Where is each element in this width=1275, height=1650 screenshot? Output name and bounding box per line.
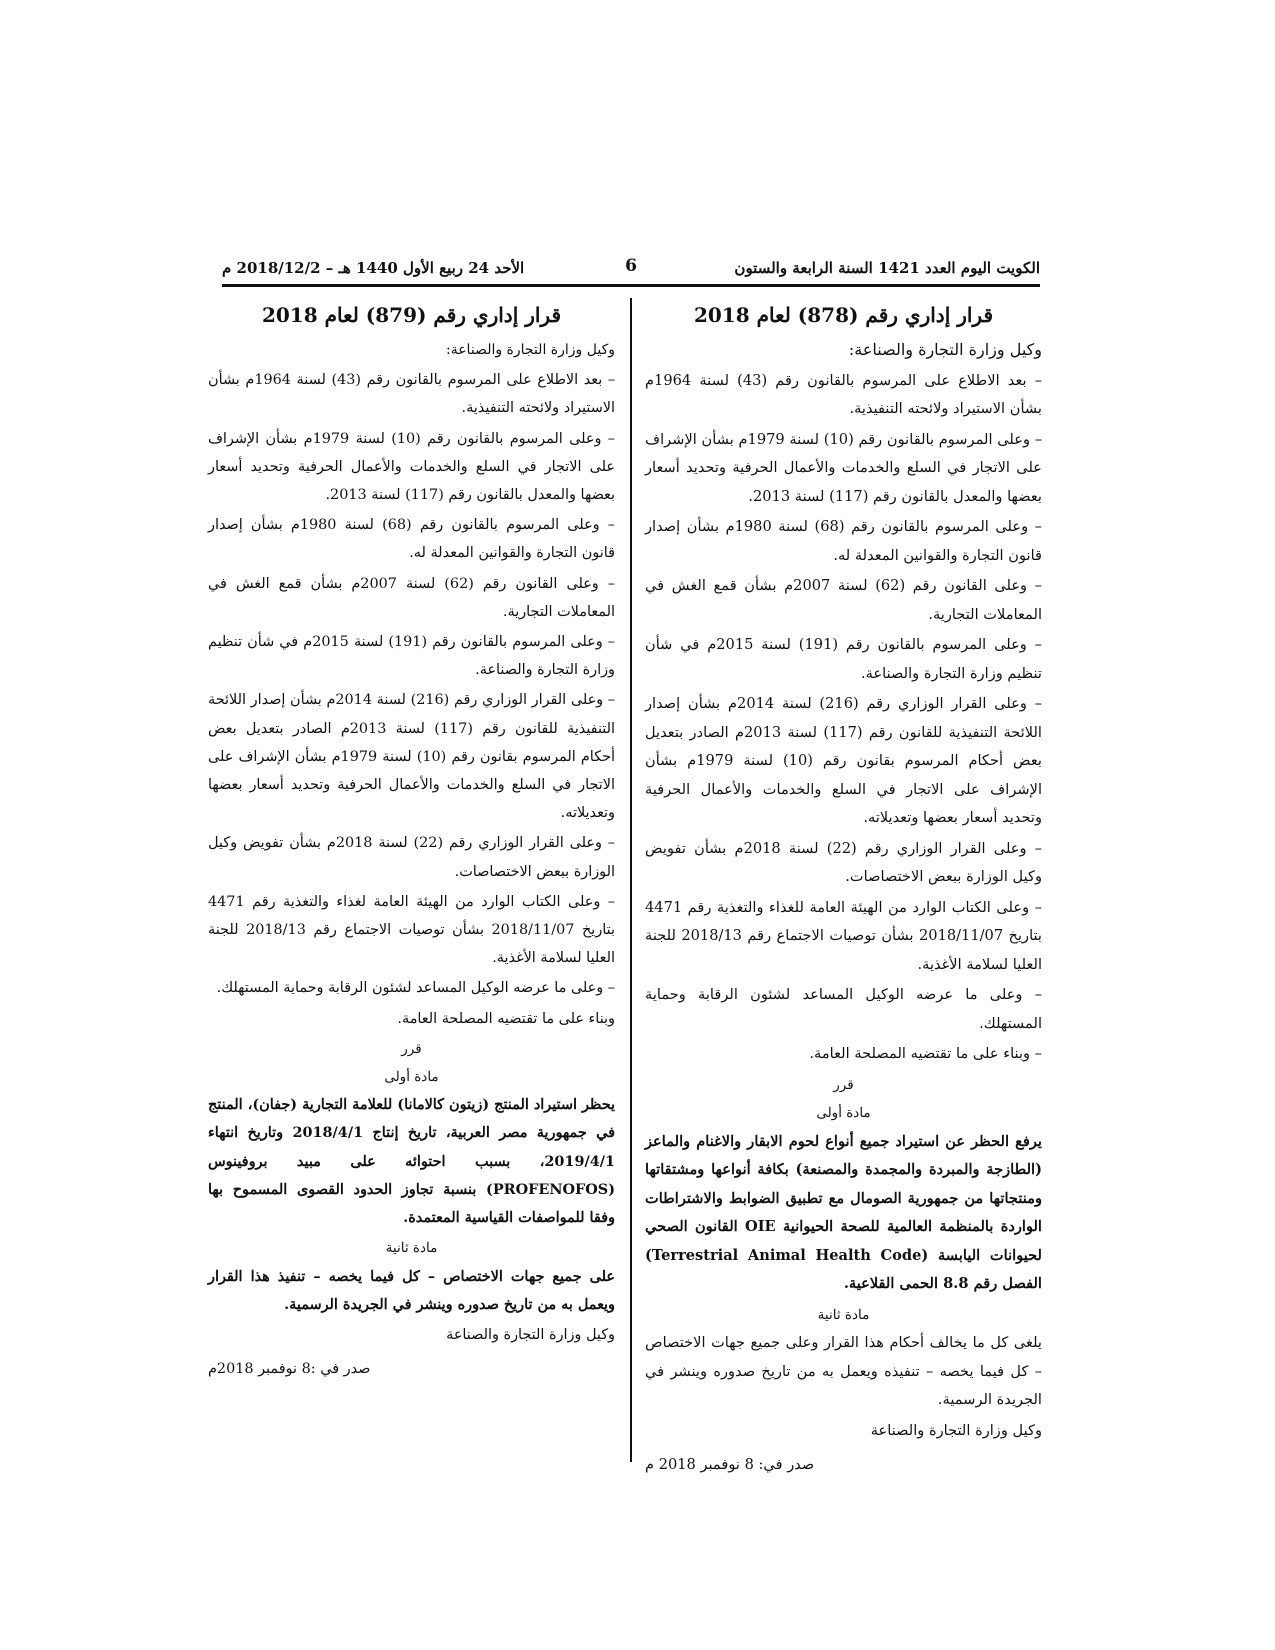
article-heading: مادة أولى: [816, 1105, 871, 1121]
header-date: الأحد 24 ربيع الأول 1440 هـ – 2018/12/2 م: [222, 259, 525, 277]
article-heading: مادة ثانية: [385, 1240, 438, 1257]
preamble-paragraph: – وعلى المرسوم بالقانون رقم (191) لسنة 2015م في شأن تنظيم وزارة التجارة والصناعة.: [208, 634, 616, 679]
article-text: يرفع الحظر عن استيراد جميع أنواع لحوم الابقار والاغنام والماعز (الطازجة والمبردة والمجمدة والمصنعة) بكافة أنواعها ومشتقاتها ومنتجاتها من جمهورية الصومال مع تطبيق الضوابط والاشتراطات الواردة بالمنظمة العالمية للصحة الحيوانية OIE القانون الصحي لحيوانات اليابسة (Terrestrial Animal Health Code) الفصل رقم 8.8 الحمى القلاعية.: [645, 1132, 1043, 1292]
signer: وكيل وزارة التجارة والصناعة: [870, 1421, 1042, 1439]
preamble-paragraph: – بعد الاطلاع على المرسوم بالقانون رقم (43) لسنة 1964م بشأن الاستيراد ولائحته التنفيذية.: [645, 371, 1042, 417]
preamble-paragraph: – وعلى ما عرضه الوكيل المساعد لشئون الرقابة وحماية المستهلك.: [645, 986, 1042, 1032]
decision-879: [208, 298, 615, 1383]
signer: وكيل وزارة التجارة والصناعة: [446, 1326, 615, 1343]
issue-date: صدر في: 8 نوفمبر 2018 م: [645, 1456, 815, 1473]
preamble-paragraph: – وعلى الكتاب الوارد من الهيئة العامة لغذاء والتغذية رقم 4471 بتاريخ 2018/11/07 بشأن توصيات الاجتماع رقم 2018/13 للجنة العليا لسلامة الأغذية.: [208, 893, 615, 967]
article-heading: مادة ثانية: [817, 1306, 870, 1323]
column-divider: [630, 298, 632, 1462]
preamble-paragraph: – وعلى القرار الوزاري رقم (22) لسنة 2018م بشأن تفويض وكيل الوزارة ببعض الاختصاصات.: [645, 839, 1043, 885]
preamble-paragraph: – وعلى ما عرضه الوكيل المساعد لشئون الرقابة وحماية المستهلك.: [216, 980, 615, 997]
header-rule: [222, 284, 1040, 287]
preamble-paragraph: – وعلى المرسوم بالقانون رقم (191) لسنة 2015م في شأن تنظيم وزارة التجارة والصناعة.: [645, 636, 1042, 682]
article-text: على جميع جهات الاختصاص – كل فيما يخصه – تنفيذ هذا القرار ويعمل به من تاريخ صدوره وينشر في الجريدة الرسمية.: [208, 1267, 615, 1313]
preamble-paragraph: – وعلى القانون رقم (62) لسنة 2007م بشأن قمع الغش في المعاملات التجارية.: [208, 575, 615, 620]
decision-878: [645, 298, 1042, 1480]
preamble-paragraph: – وعلى المرسوم بالقانون رقم (10) لسنة 1979م بشأن الإشراف على الاتجار في السلع والخدمات والأعمال الحرفية وتحديد أسعار بعضها والمعدل بالقانون رقم (117) لسنة 2013.: [208, 430, 616, 504]
preamble-paragraph: – وعلى القرار الوزاري رقم (216) لسنة 2014م بشأن إصدار اللائحة التنفيذية للقانون رقم (117) لسنة 2013م الصادر بتعديل بعض أحكام المرسوم بقانون رقم (10) لسنة 1979م بشأن الإشراف على الاتجار في السلع والخدمات والأعمال الحرفية وتحديد أسعار بعضها وتعديلاته.: [645, 695, 1042, 826]
decided-heading: قرر: [833, 1076, 854, 1093]
preamble-paragraph: وبناء على ما تقتضيه المصلحة العامة.: [397, 1010, 615, 1027]
preamble-paragraph: – وعلى القانون رقم (62) لسنة 2007م بشأن قمع الغش في المعاملات التجارية.: [645, 577, 1042, 623]
decision-title: قرار إداري رقم (879) لعام 2018: [261, 303, 562, 327]
decision-issuer: وكيل وزارة التجارة والصناعة:: [848, 340, 1042, 359]
decision-issuer: وكيل وزارة التجارة والصناعة:: [445, 342, 615, 358]
preamble-paragraph: – وعلى الكتاب الوارد من الهيئة العامة للغذاء والتغذية رقم 4471 بتاريخ 2018/11/07 بشأن توصيات الاجتماع رقم 2018/13 للجنة العليا لسلامة الأغذية.: [645, 898, 1042, 973]
article-heading: مادة أولى: [384, 1069, 439, 1086]
preamble-paragraph: – وبناء على ما تقتضيه المصلحة العامة.: [809, 1045, 1042, 1062]
article-text: يلغى كل ما يخالف أحكام هذا القرار وعلى جميع جهات الاختصاص – كل فيما يخصه – تنفيذه ويعمل به من تاريخ صدوره وينشر في الجريدة الرسمية.: [645, 1334, 1042, 1408]
preamble-paragraph: – وعلى المرسوم بالقانون رقم (10) لسنة 1979م بشأن الإشراف على الاتجار في السلع والخدمات والأعمال الحرفية وتحديد أسعار بعضها والمعدل بالقانون رقم (117) لسنة 2013.: [645, 430, 1042, 505]
preamble-paragraph: – وعلى القرار الوزاري رقم (216) لسنة 2014م بشأن إصدار اللائحة التنفيذية للقانون رقم (117) لسنة 2013م الصادر بتعديل بعض أحكام المرسوم بقانون رقم (10) لسنة 1979م بشأن الإشراف على الاتجار في السلع والخدمات والأعمال الحرفية وتحديد أسعار بعضها وتعديلاته.: [208, 692, 616, 822]
decision-title: قرار إداري رقم (878) لعام 2018: [693, 303, 994, 327]
preamble-paragraph: – وعلى المرسوم بالقانون رقم (68) لسنة 1980م بشأن إصدار قانون التجارة والقوانين المعدلة له.: [645, 518, 1042, 564]
header-issue-info: الكويت اليوم العدد 1421 السنة الرابعة والستون: [734, 259, 1040, 277]
preamble-paragraph: – وعلى المرسوم بالقانون رقم (68) لسنة 1980م بشأن إصدار قانون التجارة والقوانين المعدلة له.: [208, 517, 615, 562]
page-header: [222, 256, 1040, 282]
preamble-paragraph: – وعلى القرار الوزاري رقم (22) لسنة 2018م بشأن تفويض وكيل الوزارة ببعض الاختصاصات.: [208, 835, 615, 880]
article-text: يحظر استيراد المنتج (زيتون كالامانا) للعلامة التجارية (جفان)، المنتج في جمهورية مصر العربية، تاريخ إنتاج 2018/4/1 وتاريخ انتهاء 2019/4/1، بسبب احتوائه على مبيد بروفينوس (PROFENOFOS) بنسبة تجاوز الحدود القصوى المسموح بها وفقا للمواصفات القياسية المعتمدة.: [208, 1096, 616, 1227]
issue-date: صدر في :8 نوفمبر 2018م: [208, 1361, 371, 1378]
decided-heading: قرر: [401, 1040, 422, 1057]
preamble-paragraph: – بعد الاطلاع على المرسوم بالقانون رقم (43) لسنة 1964م بشأن الاستيراد ولائحته التنفيذية.: [208, 372, 616, 417]
page-number: 6: [625, 256, 637, 276]
